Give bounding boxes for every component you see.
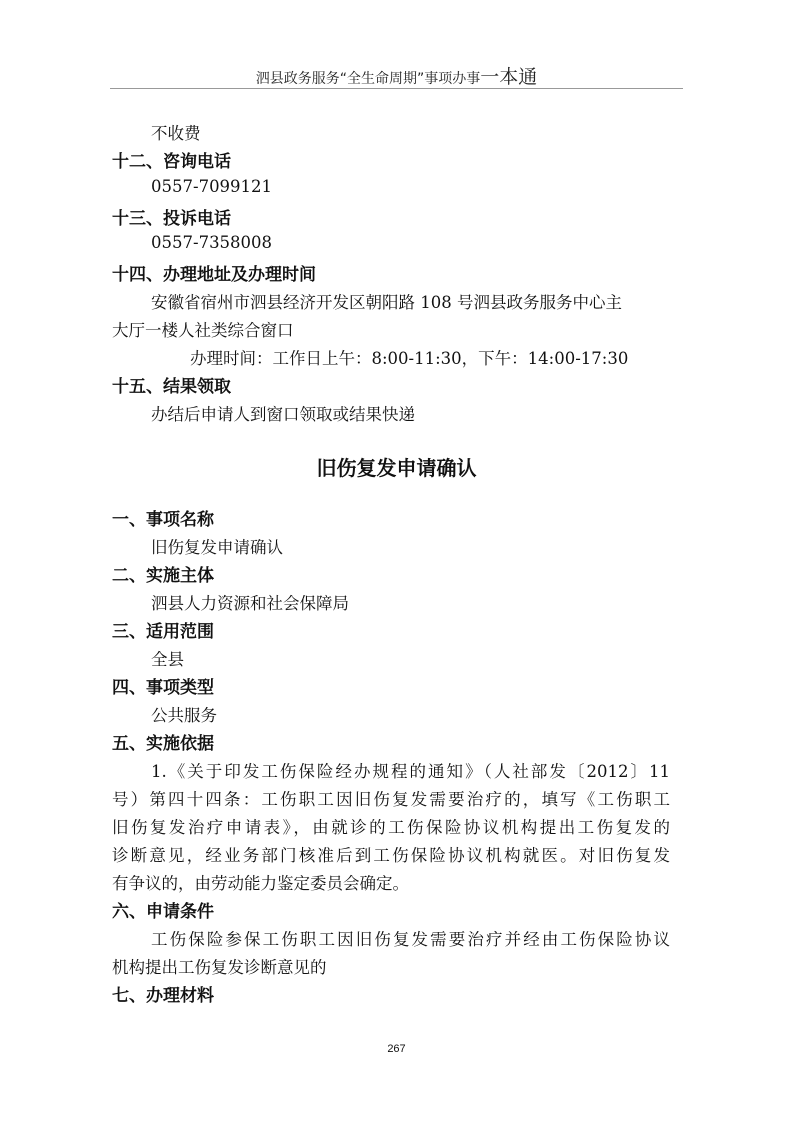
basis-line: 有争议的，由劳动能力鉴定委员会确定。 bbox=[112, 874, 409, 893]
heading-result-collection: 十五、结果领取 bbox=[112, 377, 231, 397]
heading-type: 四、事项类型 bbox=[112, 678, 214, 698]
header-title-big: 一本通 bbox=[480, 66, 538, 88]
fee-text: 不收费 bbox=[151, 124, 201, 143]
office-hours: 办理时间：工作日上午：8:00-11:30，下午：14:00-17:30 bbox=[190, 349, 629, 368]
consult-phone-number: 0557-7099121 bbox=[151, 177, 273, 196]
basis-line: 1.《关于印发工伤保险经办规程的通知》（人社部发〔2012〕11 bbox=[151, 762, 670, 781]
heading-conditions: 六、申请条件 bbox=[112, 902, 214, 922]
heading-complaint-phone: 十三、投诉电话 bbox=[112, 209, 231, 229]
heading-consult-phone: 十二、咨询电话 bbox=[112, 152, 231, 172]
heading-basis: 五、实施依据 bbox=[112, 734, 214, 754]
running-header bbox=[0, 62, 793, 89]
condition-line: 机构提出工伤复发诊断意见的 bbox=[112, 958, 327, 977]
header-title-small: 泗县政务服务“全生命周期”事项办事 bbox=[255, 71, 481, 87]
heading-item-name: 一、事项名称 bbox=[112, 510, 214, 530]
type-text: 公共服务 bbox=[151, 706, 217, 725]
item-name-text: 旧伤复发申请确认 bbox=[151, 538, 283, 557]
document-title: 旧伤复发申请确认 bbox=[316, 456, 477, 480]
page-number: 267 bbox=[387, 1043, 406, 1055]
condition-line: 工伤保险参保工伤职工因旧伤复发需要治疗并经由工伤保险协议 bbox=[151, 930, 670, 949]
header-divider bbox=[110, 88, 683, 89]
heading-materials: 七、办理材料 bbox=[112, 986, 214, 1006]
scope-text: 全县 bbox=[151, 650, 184, 669]
basis-line: 诊断意见，经业务部门核准后到工伤保险协议机构就医。对旧伤复发 bbox=[112, 846, 670, 865]
heading-address-hours: 十四、办理地址及办理时间 bbox=[112, 265, 316, 285]
address-line-2: 大厅一楼人社类综合窗口 bbox=[112, 321, 294, 340]
heading-agency: 二、实施主体 bbox=[112, 566, 214, 586]
basis-line: 号）第四十四条：工伤职工因旧伤复发需要治疗的，填写《工伤职工 bbox=[112, 790, 670, 809]
complaint-phone-number: 0557-7358008 bbox=[151, 233, 273, 252]
heading-scope: 三、适用范围 bbox=[112, 622, 214, 642]
address-line-1: 安徽省宿州市泗县经济开发区朝阳路 108 号泗县政务服务中心主 bbox=[151, 293, 622, 312]
result-collection-text: 办结后申请人到窗口领取或结果快递 bbox=[151, 405, 415, 424]
basis-line: 旧伤复发治疗申请表》，由就诊的工伤保险协议机构提出工伤复发的 bbox=[112, 818, 670, 837]
agency-text: 泗县人力资源和社会保障局 bbox=[151, 594, 349, 613]
